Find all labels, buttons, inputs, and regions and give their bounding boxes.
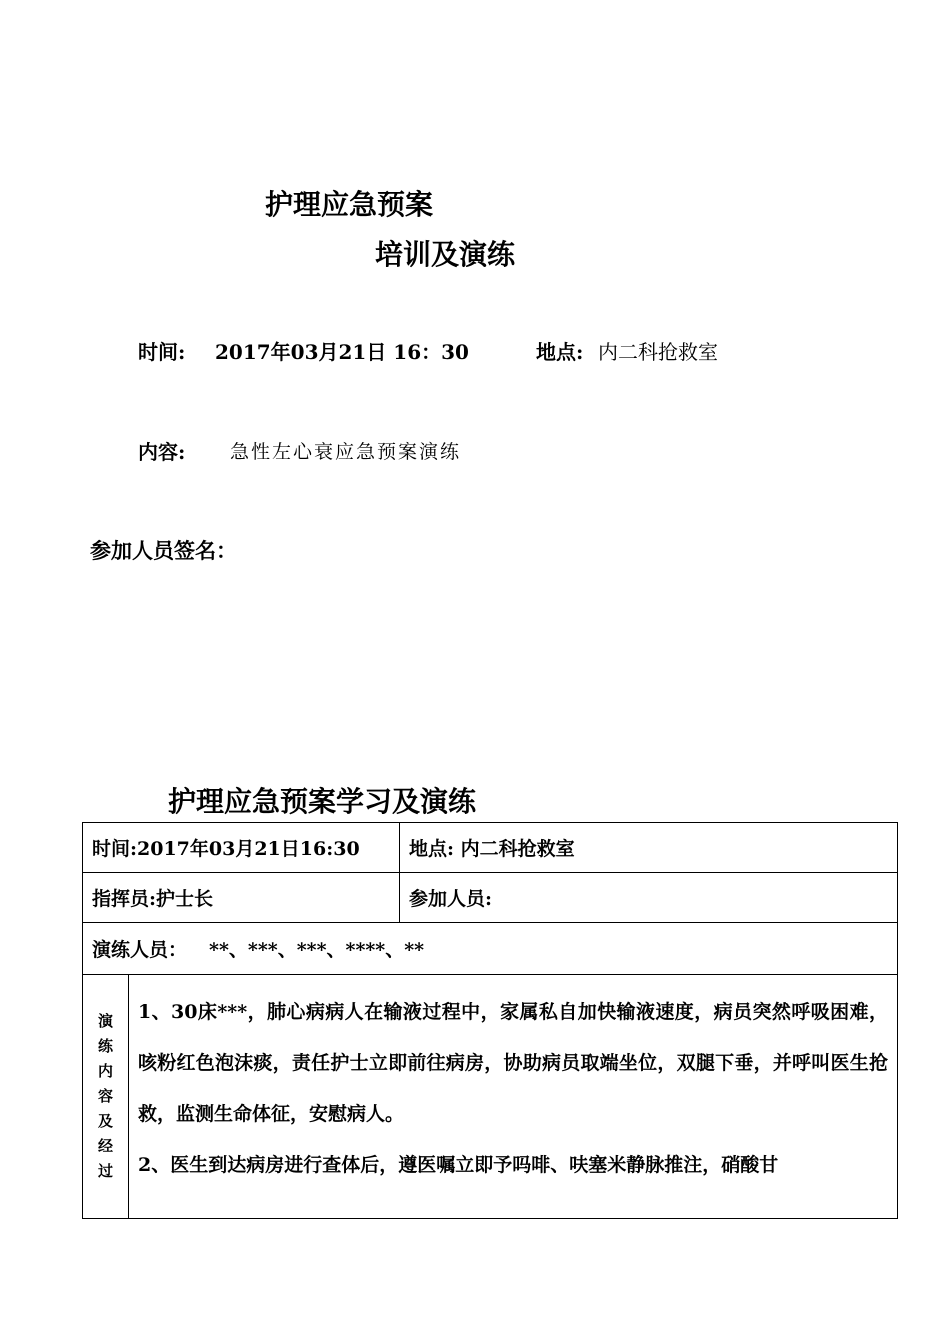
location-label: 地点: <box>536 340 584 364</box>
drill-title: 护理应急预案学习及演练 <box>168 785 477 818</box>
participants-cell: 参加人员: <box>400 873 898 923</box>
time-label: 时间: <box>138 340 186 364</box>
drill-time-cell: 时间:2017年03月21日16:30 <box>83 823 400 873</box>
content-label: 内容: <box>138 440 186 464</box>
table-row <box>83 975 898 1219</box>
table-row <box>83 873 898 923</box>
side-label-char: 及 <box>97 1112 113 1130</box>
side-label-char: 经 <box>97 1137 113 1155</box>
title-line-1: 护理应急预案 <box>265 188 434 221</box>
drill-process-side-label <box>83 975 129 1219</box>
drill-process-content <box>129 975 898 1219</box>
commander-cell: 指挥员:护士长 <box>83 873 400 923</box>
content-value: 急性左心衰应急预案演练 <box>230 441 462 463</box>
side-label-char: 容 <box>97 1087 113 1105</box>
time-value: 2017年03月21日 16：30 <box>215 340 469 364</box>
table-row <box>83 923 898 975</box>
drill-personnel-label: 演练人员： <box>92 939 188 961</box>
signature-label: 参加人员签名： <box>90 538 237 563</box>
process-step-2: 2、医生到达病房进行查体后，遵医嘱立即予吗啡、呋塞米静脉推注，硝酸甘 <box>138 1154 779 1176</box>
drill-table <box>82 822 898 1219</box>
title-line-2: 培训及演练 <box>375 238 516 271</box>
drill-personnel-names: **、***、***、****、** <box>209 939 425 961</box>
side-label-char: 内 <box>97 1062 113 1080</box>
drill-personnel-cell <box>83 923 898 975</box>
table-row <box>83 823 898 873</box>
side-label-char: 演 <box>97 1012 113 1030</box>
location-value: 内二科抢救室 <box>598 340 718 364</box>
side-label-char: 练 <box>97 1037 113 1055</box>
side-label-char: 过 <box>97 1162 113 1180</box>
process-step-1: 1、30床***，肺心病病人在输液过程中，家属私自加快输液速度，病员突然呼吸困难，咳粉红色泡沫痰，责任护士立即前往病房，协助病员取端坐位，双腿下垂，并呼叫医生抢救，监测生命体征，安慰病人。 <box>138 1001 889 1125</box>
drill-location-cell: 地点: 内二科抢救室 <box>400 823 898 873</box>
